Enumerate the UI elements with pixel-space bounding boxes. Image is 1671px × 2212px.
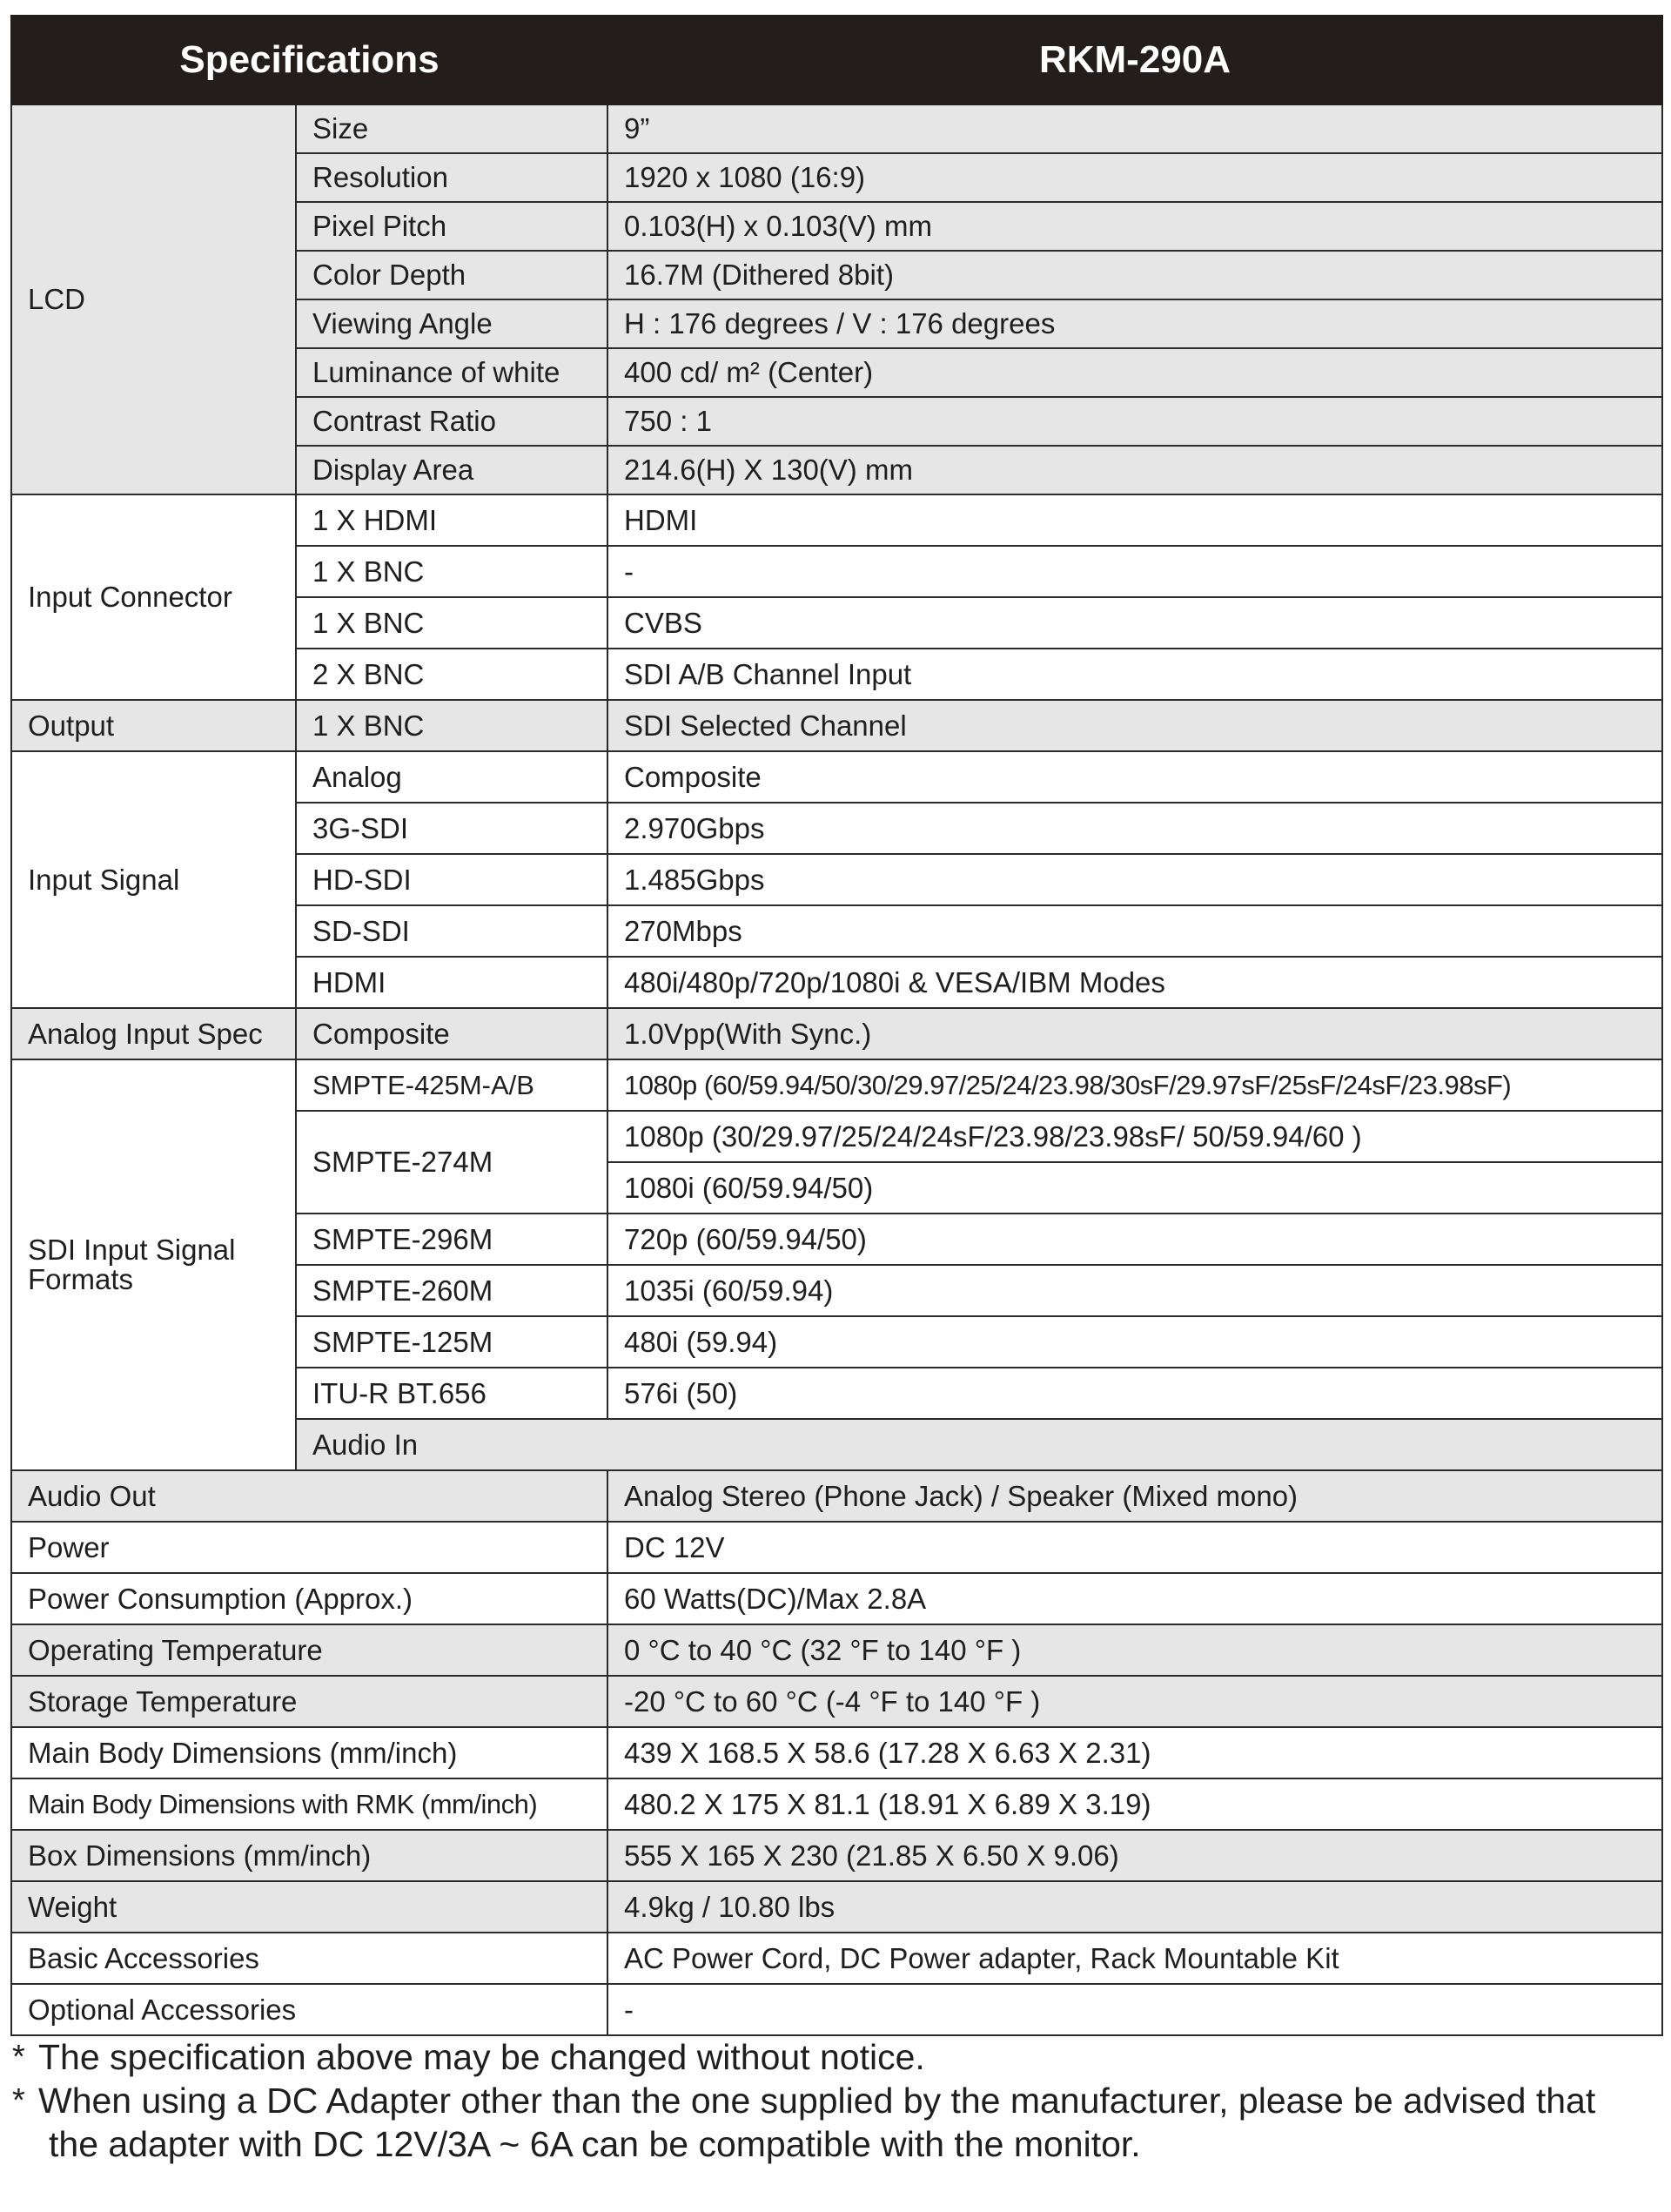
- spec-value: HDMI: [607, 494, 1662, 546]
- spec-label: Audio In: [296, 1419, 1662, 1470]
- spec-value: 480i (59.94): [607, 1316, 1662, 1368]
- spec-value: 439 X 168.5 X 58.6 (17.28 X 6.63 X 2.31): [607, 1727, 1662, 1778]
- spec-value: 2.970Gbps: [607, 803, 1662, 854]
- spec-label: Box Dimensions (mm/inch): [11, 1830, 607, 1881]
- footnote-marker: *: [12, 2082, 25, 2119]
- spec-label: Luminance of white: [296, 348, 607, 397]
- spec-value: 1.485Gbps: [607, 854, 1662, 905]
- footnote-2-line2: the adapter with DC 12V/3A ~ 6A can be compatible with the monitor.: [49, 2124, 1141, 2164]
- group-lcd: LCD: [11, 104, 296, 494]
- table-row: [11, 1008, 1662, 1059]
- table-row: [11, 1573, 1662, 1624]
- spec-value: -20 °C to 60 °C (-4 °F to 140 °F ): [607, 1676, 1662, 1727]
- spec-label: Color Depth: [296, 251, 607, 299]
- spec-value: 1920 x 1080 (16:9): [607, 153, 1662, 202]
- spec-label: Power: [11, 1522, 607, 1573]
- group-input-connector: Input Connector: [11, 494, 296, 700]
- spec-label: Analog: [296, 751, 607, 803]
- footnote-1-text: The specification above may be changed without notice.: [38, 2037, 925, 2077]
- footnote-2-line1: When using a DC Adapter other than the one supplied by the manufacturer, please be advised that: [38, 2081, 1596, 2121]
- spec-label: 1 X HDMI: [296, 494, 607, 546]
- spec-label: Basic Accessories: [11, 1933, 607, 1984]
- table-row: [11, 1778, 1662, 1830]
- table-row: [11, 1522, 1662, 1573]
- spec-label: Contrast Ratio: [296, 397, 607, 446]
- group-sdi-input-signal-formats: [11, 1059, 296, 1470]
- spec-value: 1035i (60/59.94): [607, 1265, 1662, 1316]
- spec-label: Viewing Angle: [296, 299, 607, 348]
- spec-label: HD-SDI: [296, 854, 607, 905]
- table-row: [11, 1470, 1662, 1522]
- spec-label: 1 X BNC: [296, 700, 607, 751]
- group-sdi-line1: SDI Input Signal: [28, 1234, 236, 1266]
- spec-value: Analog Stereo (Phone Jack) / Speaker (Mixed mono): [607, 1470, 1662, 1522]
- group-sdi-line2: Formats: [28, 1263, 134, 1295]
- table-row: [11, 751, 1662, 803]
- spec-value: 555 X 165 X 230 (21.85 X 6.50 X 9.06): [607, 1830, 1662, 1881]
- table-row: [11, 1881, 1662, 1933]
- spec-label: Weight: [11, 1881, 607, 1933]
- spec-label: SMPTE-125M: [296, 1316, 607, 1368]
- table-row: [11, 104, 1662, 153]
- header-model: RKM-290A: [607, 16, 1662, 104]
- spec-label: Display Area: [296, 446, 607, 494]
- spec-label: 1 X BNC: [296, 546, 607, 597]
- table-row: [11, 1676, 1662, 1727]
- spec-value: CVBS: [607, 597, 1662, 649]
- spec-value: 480.2 X 175 X 81.1 (18.91 X 6.89 X 3.19): [607, 1778, 1662, 1830]
- spec-value: 1.0Vpp(With Sync.): [607, 1008, 1662, 1059]
- table-header-row: [11, 16, 1662, 104]
- spec-value: 1080p (60/59.94/50/30/29.97/25/24/23.98/30sF/29.97sF/25sF/24sF/23.98sF): [607, 1059, 1662, 1111]
- footnote-1: [12, 2035, 1657, 2079]
- spec-label: SMPTE-260M: [296, 1265, 607, 1316]
- spec-value: Composite: [607, 751, 1662, 803]
- group-input-signal: Input Signal: [11, 751, 296, 1008]
- spec-value: 480i/480p/720p/1080i & VESA/IBM Modes: [607, 957, 1662, 1008]
- spec-label: SMPTE-274M: [296, 1111, 607, 1214]
- spec-label: SD-SDI: [296, 905, 607, 957]
- spec-value: 9”: [607, 104, 1662, 153]
- spec-label: SMPTE-425M-A/B: [296, 1059, 607, 1111]
- spec-value: 720p (60/59.94/50): [607, 1214, 1662, 1265]
- table-row: [11, 1984, 1662, 2035]
- spec-label: 1 X BNC: [296, 597, 607, 649]
- spec-value: -: [607, 1984, 1662, 2035]
- spec-label: SMPTE-296M: [296, 1214, 607, 1265]
- spec-value: 270Mbps: [607, 905, 1662, 957]
- spec-value: 0.103(H) x 0.103(V) mm: [607, 202, 1662, 251]
- spec-label: Storage Temperature: [11, 1676, 607, 1727]
- spec-label: HDMI: [296, 957, 607, 1008]
- spec-value: 750 : 1: [607, 397, 1662, 446]
- table-row: [11, 1933, 1662, 1984]
- group-analog-input-spec: Analog Input Spec: [11, 1008, 296, 1059]
- header-specifications: Specifications: [11, 16, 607, 104]
- spec-label: 3G-SDI: [296, 803, 607, 854]
- group-output: Output: [11, 700, 296, 751]
- spec-value: DC 12V: [607, 1522, 1662, 1573]
- spec-label: Size: [296, 104, 607, 153]
- table-row: [11, 1830, 1662, 1881]
- spec-value: 1080p (30/29.97/25/24/24sF/23.98/23.98sF/ 50/59.94/60 ): [607, 1111, 1662, 1162]
- spec-value: 400 cd/ m² (Center): [607, 348, 1662, 397]
- spec-value: 576i (50): [607, 1368, 1662, 1419]
- spec-value: 4.9kg / 10.80 lbs: [607, 1881, 1662, 1933]
- spec-label: Main Body Dimensions (mm/inch): [11, 1727, 607, 1778]
- spec-label: 2 X BNC: [296, 649, 607, 700]
- spec-label: Operating Temperature: [11, 1624, 607, 1676]
- footnotes: [12, 2035, 1657, 2166]
- table-row: [11, 700, 1662, 751]
- spec-label: Main Body Dimensions with RMK (mm/inch): [11, 1778, 607, 1830]
- spec-label: ITU-R BT.656: [296, 1368, 607, 1419]
- spec-value: SDI Selected Channel: [607, 700, 1662, 751]
- spec-label: Composite: [296, 1008, 607, 1059]
- spec-value: H : 176 degrees / V : 176 degrees: [607, 299, 1662, 348]
- spec-label: Audio Out: [11, 1470, 607, 1522]
- spec-value: -: [607, 546, 1662, 597]
- spec-value: 60 Watts(DC)/Max 2.8A: [607, 1573, 1662, 1624]
- spec-label: Power Consumption (Approx.): [11, 1573, 607, 1624]
- spec-value: SDI A/B Channel Input: [607, 649, 1662, 700]
- spec-value: 16.7M (Dithered 8bit): [607, 251, 1662, 299]
- spec-label: Pixel Pitch: [296, 202, 607, 251]
- table-row: [11, 494, 1662, 546]
- spec-value: 0 °C to 40 °C (32 °F to 140 °F ): [607, 1624, 1662, 1676]
- spec-value: 1080i (60/59.94/50): [607, 1162, 1662, 1214]
- spec-label: Optional Accessories: [11, 1984, 607, 2035]
- table-row: [11, 1624, 1662, 1676]
- footnote-marker: *: [12, 2039, 25, 2075]
- spec-label: Resolution: [296, 153, 607, 202]
- spec-value: AC Power Cord, DC Power adapter, Rack Mountable Kit: [607, 1933, 1662, 1984]
- footnote-2: [12, 2079, 1657, 2166]
- table-row: [11, 1059, 1662, 1111]
- table-row: [11, 1727, 1662, 1778]
- specifications-table: [10, 15, 1663, 2036]
- spec-value: 214.6(H) X 130(V) mm: [607, 446, 1662, 494]
